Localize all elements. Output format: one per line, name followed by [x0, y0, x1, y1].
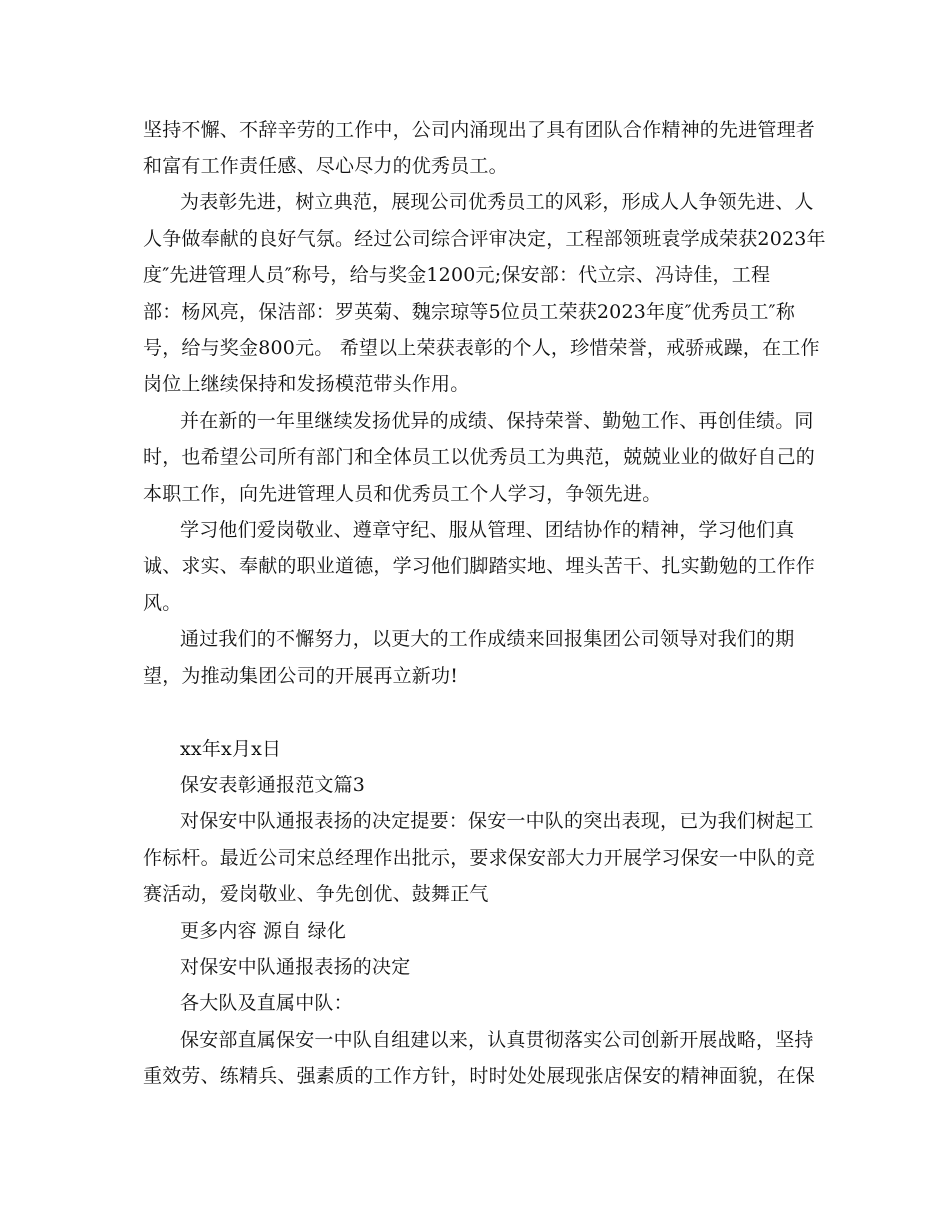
notice-heading: 对保安中队通报表扬的决定	[180, 956, 411, 978]
text-line: 岗位上继续保持和发扬模范带头作用。	[143, 373, 470, 395]
text-line: 学习他们爱岗敬业、遵章守纪、服从管理、团结协作的精神，学习他们真	[180, 519, 795, 541]
text-line: 对保安中队通报表扬的决定提要：保安一中队的突出表现，已为我们树起工	[180, 810, 814, 832]
text-line: 并在新的一年里继续发扬优异的成绩、保持荣誉、勤勉工作、再创佳绩。同	[180, 410, 814, 432]
text-line: 保安部直属保安一中队自组建以来，认真贯彻落实公司创新开展战略，坚持	[180, 1029, 814, 1051]
text-line: 度″先进管理人员″称号，给与奖金1200元;保安部：代立宗、冯诗佳，工程	[143, 264, 771, 286]
text-line: 诚、求实、奉献的职业道德，学习他们脚踏实地、埋头苦干、扎实勤勉的工作作	[143, 555, 816, 577]
salutation: 各大队及直属中队：	[180, 992, 353, 1014]
text-line: 赛活动，爱岗敬业、争先创优、鼓舞正气	[143, 883, 489, 905]
text-line: 作标杆。最近公司宋总经理作出批示，要求保安部大力开展学习保安一中队的竞	[143, 847, 816, 869]
text-line: 为表彰先进，树立典范，展现公司优秀员工的风彩，形成人人争领先进、人	[180, 191, 814, 213]
text-line: 重效劳、练精兵、强素质的工作方针，时时处处展现张店保安的精神面貌，在保	[143, 1065, 816, 1087]
text-line: 坚持不懈、不辞辛劳的工作中，公司内涌现出了具有团队合作精神的先进管理者	[143, 119, 816, 141]
text-line: 通过我们的不懈努力，以更大的工作成绩来回报集团公司领导对我们的期	[180, 628, 795, 650]
text-line: 本职工作，向先进管理人员和优秀员工个人学习，争领先进。	[143, 483, 662, 505]
text-line: 和富有工作责任感、尽心尽力的优秀员工。	[143, 155, 508, 177]
date-line: xx年x月x日	[180, 738, 282, 760]
text-line: 望，为推动集团公司的开展再立新功!	[143, 665, 459, 687]
section-title: 保安表彰通报范文篇3	[180, 774, 366, 796]
text-line: 风。	[143, 592, 182, 614]
text-line: 更多内容 源自 绿化	[180, 920, 347, 942]
text-line: 人争做奉献的良好气氛。经过公司综合评审决定，工程部领班袁学成荣获2023年	[143, 228, 826, 250]
text-line: 号，给与奖金800元。 希望以上荣获表彰的个人，珍惜荣誉，戒骄戒躁，在工作	[143, 337, 820, 359]
text-line: 部：杨风亮，保洁部：罗英菊、魏宗琼等5位员工荣获2023年度″优秀员工″称	[143, 301, 796, 323]
text-line: 时，也希望公司所有部门和全体员工以优秀员工为典范，兢兢业业的做好自己的	[143, 446, 816, 468]
